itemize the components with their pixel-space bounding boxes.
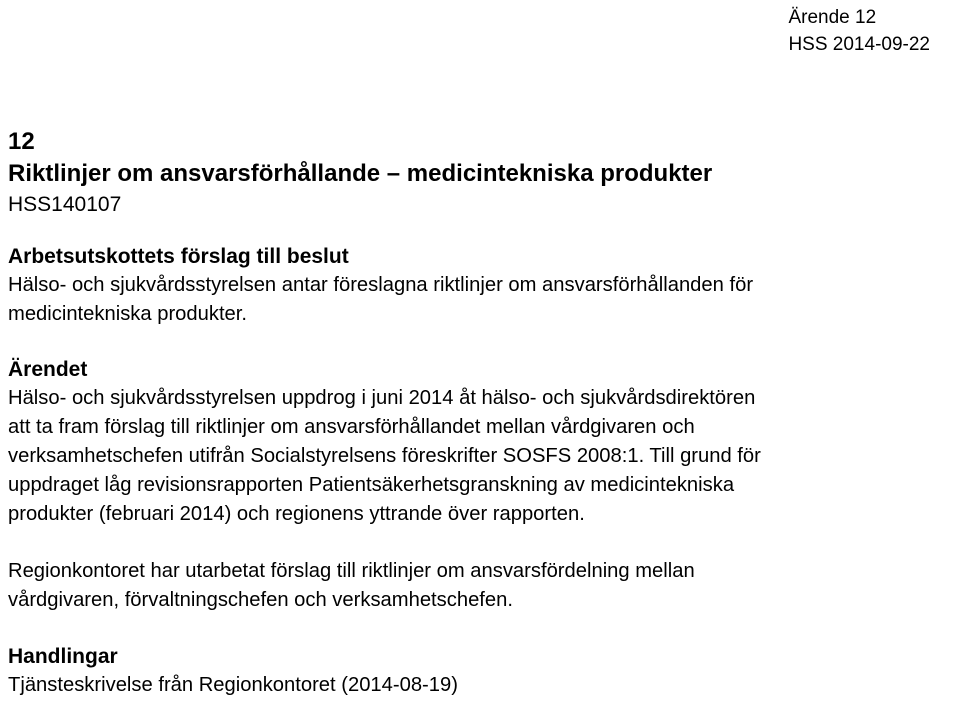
text-line: Hälso- och sjukvårdsstyrelsen antar föreslagna riktlinjer om ansvarsförhållanden för — [8, 274, 754, 296]
case-label: Ärende 12 — [788, 7, 877, 28]
meeting-label: HSS 2014-09-22 — [788, 34, 930, 55]
proposal-text — [8, 271, 953, 329]
document-header — [788, 4, 930, 58]
matter-paragraph-2 — [8, 557, 953, 615]
text-line: uppdraget låg revisionsrapporten Patientsäkerhetsgranskning av medicintekniska — [8, 474, 735, 496]
matter-section — [8, 356, 953, 615]
text-line: medicintekniska produkter. — [8, 303, 248, 325]
documents-heading: Handlingar — [8, 645, 118, 668]
proposal-section — [8, 243, 953, 329]
matter-paragraph-1 — [8, 384, 953, 529]
text-line: att ta fram förslag till riktlinjer om ansvarsförhållandet mellan vårdgivaren och — [8, 416, 695, 438]
text-line: vårdgivaren, förvaltningschefen och verksamhetschefen. — [8, 589, 513, 611]
documents-list — [8, 671, 953, 700]
text-line: Hälso- och sjukvårdsstyrelsen uppdrog i juni 2014 åt hälso- och sjukvårdsdirektören — [8, 387, 756, 409]
text-line: verksamhetschefen utifrån Socialstyrelsens föreskrifter SOSFS 2008:1. Till grund för — [8, 445, 761, 467]
case-reference: HSS140107 — [8, 193, 122, 216]
text-line: Regionkontoret har utarbetat förslag till riktlinjer om ansvarsfördelning mellan — [8, 560, 695, 582]
matter-heading: Ärendet — [8, 358, 88, 381]
proposal-heading: Arbetsutskottets förslag till beslut — [8, 245, 349, 268]
text-line: produkter (februari 2014) och regionens yttrande över rapporten. — [8, 503, 585, 525]
document-item: Tjänsteskrivelse från Regionkontoret (2014-08-19) — [8, 674, 458, 696]
case-number: 12 — [8, 128, 35, 155]
documents-section — [8, 643, 953, 700]
case-title: Riktlinjer om ansvarsförhållande – medicintekniska produkter — [8, 160, 713, 187]
document-body — [8, 126, 953, 700]
